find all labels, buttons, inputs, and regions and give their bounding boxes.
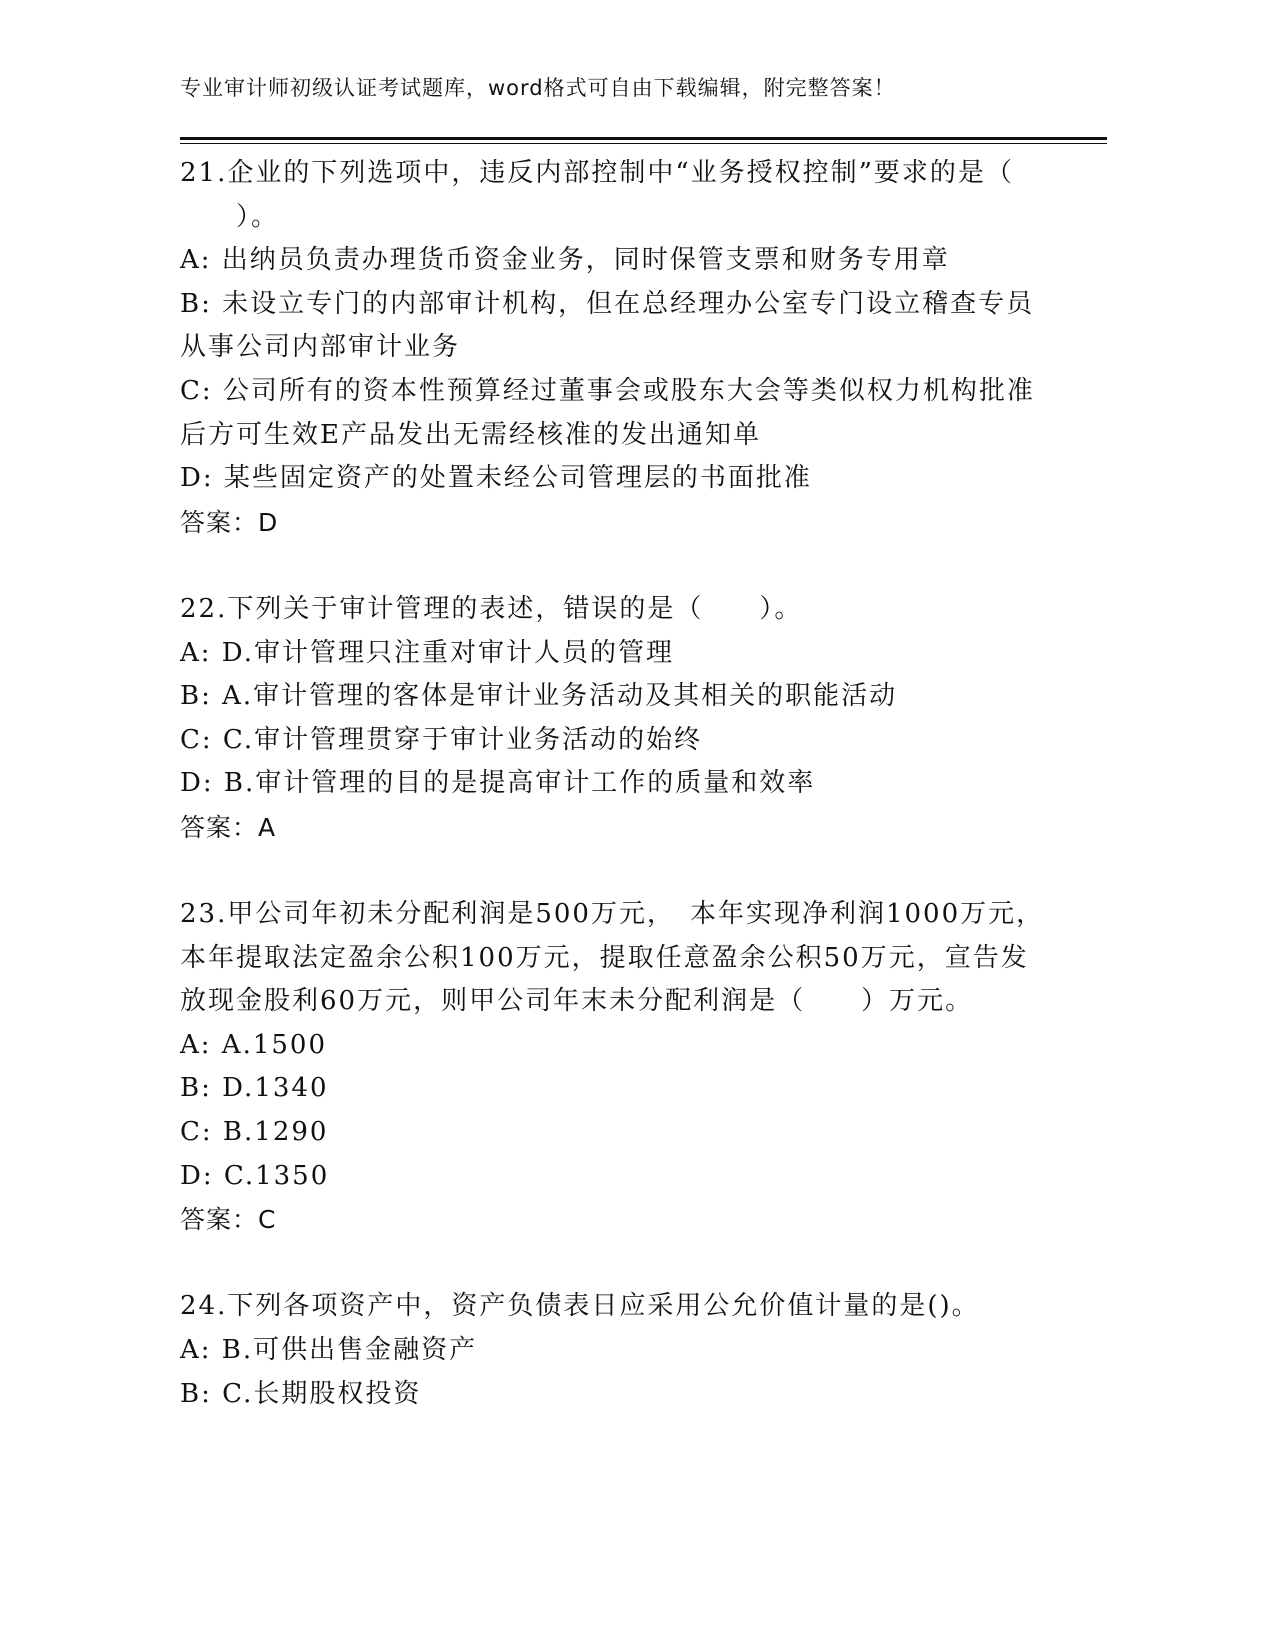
header-rule-thick bbox=[180, 137, 1107, 140]
option-c: C: C.审计管理贯穿于审计业务活动的始终 bbox=[180, 724, 703, 755]
answer-line: 答案：C bbox=[180, 1205, 277, 1235]
question-23 bbox=[180, 893, 1045, 1242]
question-stem: 24.下列各项资产中，资产负债表日应采用公允价值计量的是()。 bbox=[180, 1291, 980, 1322]
option-a: A: 出纳员负责办理货币资金业务，同时保管支票和财务专用章 bbox=[180, 245, 950, 276]
option-c: C: 公司所有的资本性预算经过董事会或股东大会等类似权力机构批准 bbox=[180, 375, 1035, 406]
question-list bbox=[180, 152, 1045, 1416]
option-c: C: B.1290 bbox=[180, 1117, 329, 1148]
option-a: A: D.审计管理只注重对审计人员的管理 bbox=[180, 637, 674, 668]
option-b: 从事公司内部审计业务 bbox=[180, 332, 461, 363]
option-c: 后方可生效E产品发出无需经核准的发出通知单 bbox=[180, 419, 761, 450]
answer-line: 答案：D bbox=[180, 507, 279, 537]
question-stem: ）。 bbox=[180, 201, 280, 232]
option-d: D: 某些固定资产的处置未经公司管理层的书面批准 bbox=[180, 463, 812, 494]
option-a: A: A.1500 bbox=[180, 1029, 328, 1060]
spacer bbox=[180, 544, 1030, 588]
answer-line: 答案：A bbox=[180, 812, 277, 842]
option-b: B: 未设立专门的内部审计机构，但在总经理办公室专门设立稽查专员 bbox=[180, 288, 1035, 319]
question-stem: 22.下列关于审计管理的表述，错误的是（ ）。 bbox=[180, 593, 803, 624]
spacer bbox=[180, 850, 1030, 894]
option-d: D: B.审计管理的目的是提高审计工作的质量和效率 bbox=[180, 768, 816, 799]
question-stem: 23.甲公司年初未分配利润是500万元， 本年实现净利润1000万元， bbox=[180, 899, 1045, 930]
question-stem: 放现金股利60万元，则甲公司年末未分配利润是（ ）万元。 bbox=[180, 986, 974, 1017]
option-b: B: A.审计管理的客体是审计业务活动及其相关的职能活动 bbox=[180, 681, 898, 712]
question-stem: 本年提取法定盈余公积100万元，提取任意盈余公积50万元，宣告发 bbox=[180, 942, 1029, 973]
page-header: 专业审计师初级认证考试题库，word格式可自由下载编辑，附完整答案！ bbox=[180, 76, 896, 100]
question-21 bbox=[180, 152, 1035, 544]
option-d: D: C.1350 bbox=[180, 1160, 330, 1191]
option-b: B: D.1340 bbox=[180, 1073, 329, 1104]
question-24 bbox=[180, 1285, 1030, 1416]
question-22 bbox=[180, 588, 1030, 850]
question-stem: 21.企业的下列选项中，违反内部控制中“业务授权控制”要求的是（ bbox=[180, 158, 1014, 188]
header-rule-thin bbox=[180, 143, 1107, 144]
option-a: A: B.可供出售金融资产 bbox=[180, 1335, 478, 1366]
spacer bbox=[180, 1242, 1030, 1286]
option-b: B: C.长期股权投资 bbox=[180, 1378, 422, 1409]
